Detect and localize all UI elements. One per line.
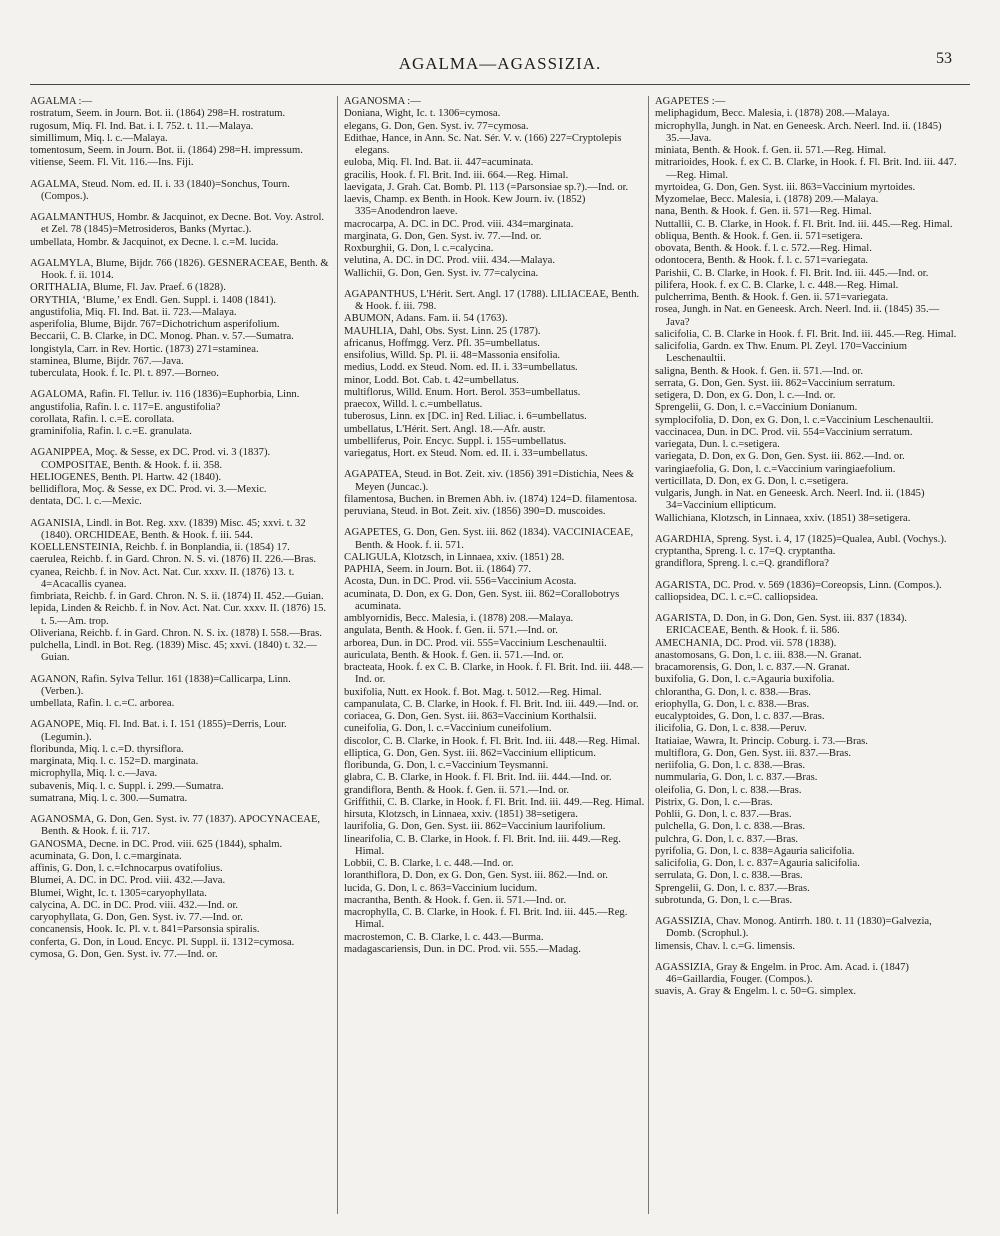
entry-line: macrantha, Benth. & Hook. f. Gen. ii. 571.—Ind. or.	[344, 894, 567, 906]
entry-line: ensifolius, Willd. Sp. Pl. ii. 48=Massonia ensifolia.	[344, 350, 561, 361]
page-header	[0, 50, 1000, 78]
entry-line: caerulea, Reichb. f. in Gard. Chron. N. S. vi. (1876) II. 226.—Bras.	[30, 554, 316, 566]
entry-line: multiflorus, Willd. Enum. Hort. Berol. 353=umbellatus.	[344, 386, 581, 398]
entry-line: serrata, G. Don, Gen. Syst. iii. 862=Vaccinium serratum.	[655, 377, 896, 389]
dictionary-entry	[655, 96, 957, 525]
entry-heading: AGARDHIA, Spreng. Syst. i. 4, 17 (1825)=Qualea, Aubl. (Vochys.).	[655, 533, 947, 545]
entry-heading: AGANOSMA :—	[344, 96, 421, 107]
entry-line: dentata, DC. l. c.—Mexic.	[30, 496, 142, 508]
entry-line: marginata, G. Don, Gen. Syst. iv. 77.—Ind. or.	[344, 230, 542, 242]
entry-line: Sprengelii, G. Don, l. c.=Vaccinium Donianum.	[655, 402, 858, 414]
entry-line: ORYTHIA, ‘Blume,’ ex Endl. Gen. Suppl. i. 1408 (1841).	[30, 294, 277, 306]
entry-line: elliptica, G. Don, Gen. Syst. iii. 862=Vaccinium ellipticum.	[344, 747, 596, 759]
entry-line: bellidiflora, Moç. & Sesse, ex DC. Prod. vi. 3.—Mexic.	[30, 484, 267, 495]
dictionary-entry	[30, 96, 332, 170]
entry-line: macrocarpa, A. DC. in DC. Prod. viii. 434=marginata.	[344, 218, 574, 230]
entry-line: subrotunda, G. Don, l. c.—Bras.	[655, 894, 793, 906]
entry-line: saligna, Benth. & Hook. f. Gen. ii. 571.—Ind. or.	[655, 365, 864, 377]
entry-heading: AGANIPPEA, Moç. & Sesse, ex DC. Prod. vi. 3 (1837). COMPOSITAE, Benth. & Hook. f. ii. 358.	[30, 447, 271, 471]
entry-line: salicifolia, Gardn. ex Thw. Enum. Pl. Zeyl. 170=Vaccinium Leschenaultii.	[655, 341, 907, 365]
entry-line: floribunda, Miq. l. c.=D. thyrsiflora.	[30, 743, 184, 755]
entry-line: umbellatus, L'Hérit. Sert. Angl. 18.—Afr. austr.	[344, 423, 546, 435]
entry-line: AMECHANIA, DC. Prod. vii. 578 (1838).	[655, 637, 837, 649]
entry-line: angustifolia, Rafin. l. c. 117=E. angustifolia?	[30, 401, 221, 413]
entry-line: Nuttallii, C. B. Clarke, in Hook. f. Fl. Brit. Ind. iii. 445.—Reg. Himal.	[655, 218, 953, 230]
entry-line: Acosta, Dun. in DC. Prod. vii. 556=Vaccinium Acosta.	[344, 576, 577, 588]
entry-line: mitrarioides, Hook. f. ex C. B. Clarke, in Hook. f. Fl. Brit. Ind. iii. 447.—Reg. Himal.	[655, 157, 957, 181]
entry-line: Itatiaiae, Wawra, It. Princip. Coburg. i. 73.—Bras.	[655, 735, 868, 747]
entry-line: microphylla, Miq. l. c.—Java.	[30, 768, 158, 780]
entry-heading: AGASSIZIA, Chav. Monog. Antirrh. 180. t. 11 (1830)=Galvezia, Domb. (Scrophul.).	[655, 916, 932, 940]
entry-line: Griffithii, C. B. Clarke, in Hook. f. Fl. Brit. Ind. iii. 449.—Reg. Himal.	[344, 796, 645, 808]
entry-line: cryptantha, Spreng. l. c. 17=Q. cryptantha.	[655, 546, 836, 557]
entry-line: Blumei, A. DC. in DC. Prod. viii. 432.—Java.	[30, 875, 226, 887]
entry-line: rosea, Jungh. in Nat. en Geneesk. Arch. Neerl. Ind. ii. (1845) 35.—Java?	[655, 304, 940, 328]
entry-line: madagascariensis, Dun. in DC. Prod. vii. 555.—Madag.	[344, 943, 581, 955]
entry-line: obliqua, Benth. & Hook. f. Gen. ii. 571=setigera.	[655, 230, 863, 242]
header-rule	[30, 84, 970, 85]
entry-line: laevis, Champ. ex Benth. in Hook. Kew Journ. iv. (1852) 335=Anodendron laeve.	[344, 194, 586, 218]
entry-line: acuminata, D. Don, ex G. Don, Gen. Syst. iii. 862=Corallobotrys acuminata.	[344, 588, 620, 612]
dictionary-entry	[344, 469, 646, 518]
running-title: AGALMA—AGASSIZIA.	[398, 54, 602, 73]
entry-line: calliopsidea, DC. l. c.=C. calliopsidea.	[655, 591, 819, 603]
entry-line: pulcherrima, Benth. & Hook. f. Gen. ii. 571=variegata.	[655, 292, 889, 303]
entry-line: grandiflora, Benth. & Hook. f. Gen. ii. 571.—Ind. or.	[344, 784, 570, 796]
column-2	[344, 96, 646, 965]
entry-line: corollata, Rafin. l. c.=E. corollata.	[30, 413, 175, 425]
entry-line: limensis, Chav. l. c.=G. limensis.	[655, 940, 796, 952]
dictionary-entry	[30, 389, 332, 438]
entry-line: obovata, Benth. & Hook. f. l. c. 572.—Reg. Himal.	[655, 243, 872, 254]
entry-line: simillimum, Miq. l. c.—Malaya.	[30, 132, 168, 144]
entry-line: pulchella, G. Don, l. c. 838.—Bras.	[655, 821, 806, 833]
entry-line: GANOSMA, Decne. in DC. Prod. viii. 625 (1844), sphalm.	[30, 838, 283, 850]
entry-line: odontocera, Benth. & Hook. f. l. c. 571=variegata.	[655, 255, 869, 267]
entry-line: bracamorensis, G. Don, l. c. 837.—N. Granat.	[655, 662, 850, 673]
entry-line: acuminata, G. Don, l. c.=marginata.	[30, 850, 182, 862]
entry-line: pulchella, Lindl. in Bot. Reg. (1839) Misc. 45; xxvi. (1840) t. 32.—Guian.	[30, 640, 317, 664]
entry-line: fimbriata, Reichb. f. in Gard. Chron. N. S. ii. (1874) II. 452.—Guian.	[30, 591, 324, 602]
dictionary-entry	[30, 179, 332, 204]
entry-line: neriifolia, G. Don, l. c. 838.—Bras.	[655, 760, 806, 771]
entry-line: africanus, Hoffmgg. Verz. Pfl. 35=umbellatus.	[344, 337, 540, 349]
entry-heading: AGANON, Rafin. Sylva Tellur. 161 (1838)=Callicarpa, Linn. (Verben.).	[30, 673, 291, 697]
entry-line: Pohlii, G. Don, l. c. 837.—Bras.	[655, 809, 792, 820]
entry-line: umbellata, Hombr. & Jacquinot, ex Decne. l. c.=M. lucida.	[30, 236, 279, 248]
entry-line: umbellata, Rafin. l. c.=C. arborea.	[30, 698, 175, 709]
entry-line: peruviana, Steud. in Bot. Zeit. xiv. (1856) 390=D. muscoides.	[344, 506, 606, 517]
entry-line: verticillata, D. Don, ex G. Don, l. c.=setigera.	[655, 475, 849, 487]
entry-line: affinis, G. Don, l. c.=Ichnocarpus ovatifolius.	[30, 863, 223, 874]
entry-line: rostratum, Seem. in Journ. Bot. ii. (1864) 298=H. rostratum.	[30, 108, 286, 120]
entry-line: buxifolia, Nutt. ex Hook. f. Bot. Mag. t. 5012.—Reg. Himal.	[344, 686, 602, 698]
entry-line: vaccinacea, Dun. in DC. Prod. vii. 554=Vaccinium serratum.	[655, 426, 913, 438]
entry-line: tuberosus, Linn. ex [DC. in] Red. Liliac. i. 6=umbellatus.	[344, 411, 587, 423]
entry-line: oleifolia, G. Don, l. c. 838.—Bras.	[655, 784, 802, 796]
entry-line: Sprengelii, G. Don, l. c. 837.—Bras.	[655, 882, 810, 894]
entry-heading: AGAPANTHUS, L'Hérit. Sert. Angl. 17 (1788). LILIACEAE, Benth. & Hook. f. iii. 798.	[344, 288, 640, 312]
entry-line: longistyla, Carr. in Rev. Hortic. (1873) 271=staminea.	[30, 343, 259, 355]
entry-line: vitiense, Seem. Fl. Vit. 116.—Ins. Fiji.	[30, 157, 194, 169]
entry-line: symplocifolia, D. Don, ex G. Don, l. c.=Vaccinium Leschenaultii.	[655, 414, 934, 426]
entry-line: ORITHALIA, Blume, Fl. Jav. Praef. 6 (1828).	[30, 282, 226, 294]
entry-line: KOELLENSTEINIA, Reichb. f. in Bonplandia, ii. (1854) 17.	[30, 542, 290, 553]
entry-line: rugosum, Miq. Fl. Ind. Bat. i. I. 752. t. 11.—Malaya.	[30, 120, 254, 132]
entry-line: salicifolia, G. Don, l. c. 837=Agauria salicifolia.	[655, 858, 860, 869]
entry-line: CALIGULA, Klotzsch, in Linnaea, xxiv. (1851) 28.	[344, 551, 565, 563]
dictionary-entry	[344, 527, 646, 956]
entry-line: PAPHIA, Seem. in Journ. Bot. ii. (1864) 77.	[344, 564, 532, 575]
entry-line: grandiflora, Spreng. l. c.=Q. grandiflora?	[655, 558, 829, 570]
entry-heading: AGASSIZIA, Gray & Engelm. in Proc. Am. Acad. i. (1847) 46=Gaillardia, Fouger. (Compos.).	[655, 961, 909, 985]
entry-line: Pistrix, G. Don, l. c.—Bras.	[655, 796, 773, 808]
entry-line: chlorantha, G. Don, l. c. 838.—Bras.	[655, 686, 811, 698]
entry-line: Myzomelae, Becc. Malesia, i. (1878) 209.—Malaya.	[655, 194, 879, 205]
entry-line: asperifolia, Blume, Bijdr. 767=Dichotrichum asperifolium.	[30, 319, 280, 330]
entry-heading: AGALMA, Steud. Nom. ed. II. i. 33 (1840)=Sonchus, Tourn. (Compos.).	[30, 178, 290, 202]
entry-line: umbelliferus, Poir. Encyc. Suppl. i. 155=umbellatus.	[344, 435, 567, 447]
entry-line: ABUMON, Adans. Fam. ii. 54 (1763).	[344, 313, 508, 325]
entry-line: meliphagidum, Becc. Malesia, i. (1878) 208.—Malaya.	[655, 108, 890, 120]
entry-line: concanensis, Hook. Ic. Pl. v. t. 841=Parsonsia spiralis.	[30, 924, 260, 936]
dictionary-entry	[30, 212, 332, 249]
dictionary-entry	[30, 258, 332, 381]
entry-heading: AGANOSMA, G. Don, Gen. Syst. iv. 77 (1837). APOCYNACEAE, Benth. & Hook. f. ii. 717.	[30, 814, 321, 838]
column-3	[655, 96, 957, 1008]
entry-line: velutina, A. DC. in DC. Prod. viii. 434.—Malaya.	[344, 255, 555, 267]
page-number: 53	[936, 50, 952, 67]
entry-line: eucalyptoides, G. Don, l. c. 837.—Bras.	[655, 711, 825, 722]
dictionary-entry	[30, 674, 332, 711]
entry-line: Lobbii, C. B. Clarke, l. c. 448.—Ind. or.	[344, 858, 514, 869]
entry-heading: AGAPETES :—	[655, 96, 726, 107]
column-1	[30, 96, 332, 970]
entry-line: varingiaefolia, G. Don, l. c.=Vaccinium varingiaefolium.	[655, 463, 896, 475]
entry-line: salicifolia, C. B. Clarke in Hook. f. Fl. Brit. Ind. iii. 445.—Reg. Himal.	[655, 328, 957, 340]
entry-line: glabra, C. B. Clarke, in Hook. f. Fl. Brit. Ind. iii. 444.—Ind. or.	[344, 772, 612, 784]
entry-line: auriculata, Benth. & Hook. f. Gen. ii. 571.—Ind. or.	[344, 649, 564, 661]
entry-line: sumatrana, Miq. l. c. 300.—Sumatra.	[30, 792, 188, 804]
dictionary-entry	[655, 962, 957, 999]
entry-line: loranthiflora, D. Don, ex G. Don, Gen. Syst. iii. 862.—Ind. or.	[344, 870, 608, 882]
entry-line: pilifera, Hook. f. ex C. B. Clarke, l. c. 448.—Reg. Himal.	[655, 279, 899, 291]
entry-line: Edithae, Hance, in Ann. Sc. Nat. Sér. V. v. (166) 227=Cryptolepis elegans.	[344, 132, 622, 156]
entry-heading: AGALMANTHUS, Hombr. & Jacquinot, ex Decne. Bot. Voy. Astrol. et Zel. 78 (1845)=Metrosideros, Banks (Myrtac.).	[30, 212, 325, 236]
entry-line: tuberculata, Hook. f. Ic. Pl. t. 897.—Borneo.	[30, 368, 219, 379]
entry-line: variegatus, Hort. ex Steud. Nom. ed. II. i. 33=umbellatus.	[344, 448, 588, 459]
entry-heading: AGANISIA, Lindl. in Bot. Reg. xxv. (1839) Misc. 45; xxvi. t. 32 (1840). ORCHIDEAE, Benth. & Hook. f. iii. 544.	[30, 517, 306, 541]
entry-line: euloba, Miq. Fl. Ind. Bat. ii. 447=acuminata.	[344, 157, 534, 169]
dictionary-entry	[655, 916, 957, 953]
entry-line: linearifolia, C. B. Clarke, in Hook. f. Fl. Brit. Ind. iii. 449.—Reg. Himal.	[344, 833, 621, 857]
column-divider	[648, 96, 649, 1214]
dictionary-entry	[30, 719, 332, 805]
entry-line: angulata, Benth. & Hook. f. Gen. ii. 571.—Ind. or.	[344, 625, 558, 637]
entry-line: anastomosans, G. Don, l. c. iii. 838.—N. Granat.	[655, 649, 862, 661]
entry-line: staminea, Blume, Bijdr. 767.—Java.	[30, 355, 184, 367]
entry-line: variegata, D. Don, ex G. Don, Gen. Syst. iii. 862.—Ind. or.	[655, 451, 905, 463]
entry-line: HELIOGENES, Benth. Pl. Hartw. 42 (1840).	[30, 471, 222, 483]
entry-line: nummularia, G. Don, l. c. 837.—Bras.	[655, 772, 818, 784]
entry-heading: AGARISTA, DC. Prod. v. 569 (1836)=Coreopsis, Linn. (Compos.).	[655, 579, 942, 591]
entry-line: variegata, Dun. l. c.=setigera.	[655, 439, 780, 450]
entry-line: laevigata, J. Grah. Cat. Bomb. Pl. 113 (=Parsonsiae sp.?).—Ind. or.	[344, 181, 629, 193]
dictionary-entry	[30, 814, 332, 961]
entry-line: setigera, D. Don, ex G. Don, l. c.—Ind. or.	[655, 390, 836, 401]
entry-line: Blumei, Wight, Ic. t. 1305=caryophyllata.	[30, 887, 207, 899]
entry-line: bracteata, Hook. f. ex C. B. Clarke, in Hook. f. Fl. Brit. Ind. iii. 448.—Ind. or.	[344, 662, 644, 686]
dictionary-entry	[344, 96, 646, 280]
entry-line: hirsuta, Klotzsch, in Linnaea, xxiv. (1851) 38=setigera.	[344, 809, 578, 820]
entry-line: campanulata, C. B. Clarke, in Hook. f. Fl. Brit. Ind. iii. 449.—Ind. or.	[344, 698, 639, 710]
entry-line: discolor, C. B. Clarke, in Hook. f. Fl. Brit. Ind. iii. 448.—Reg. Himal.	[344, 735, 640, 747]
entry-line: Oliveriana, Reichb. f. in Gard. Chron. N. S. ix. (1878) I. 558.—Bras.	[30, 627, 322, 639]
entry-line: graminifolia, Rafin. l. c.=E. granulata.	[30, 426, 192, 437]
entry-line: buxifolia, G. Don, l. c.=Agauria buxifolia.	[655, 674, 835, 686]
entry-line: eriophylla, G. Don, l. c. 838.—Bras.	[655, 698, 810, 710]
entry-heading: AGANOPE, Miq. Fl. Ind. Bat. i. I. 151 (1855)=Derris, Lour. (Legumin.).	[30, 719, 287, 743]
entry-line: macrostemon, C. B. Clarke, l. c. 443.—Burma.	[344, 931, 544, 943]
entry-heading: AGARISTA, D. Don, in G. Don, Gen. Syst. iii. 837 (1834). ERICACEAE, Benth. & Hook. f. ii. 586.	[655, 613, 907, 637]
entry-line: Roxburghii, G. Don, l. c.=calycina.	[344, 243, 494, 254]
entry-line: arborea, Dun. in DC. Prod. vii. 555=Vaccinium Leschenaultii.	[344, 637, 607, 649]
entry-line: suavis, A. Gray & Engelm. l. c. 50=G. simplex.	[655, 986, 857, 998]
entry-line: filamentosa, Buchen. in Bremen Abh. iv. (1874) 124=D. filamentosa.	[344, 493, 638, 505]
dictionary-entry	[30, 447, 332, 508]
entry-line: Beccarii, C. B. Clarke, in DC. Monog. Phan. v. 57.—Sumatra.	[30, 331, 294, 343]
entry-line: conferta, G. Don, in Loud. Encyc. Pl. Suppl. ii. 1312=cymosa.	[30, 936, 295, 948]
entry-heading: AGALMYLA, Blume, Bijdr. 766 (1826). GESNERACEAE, Benth. & Hook. f. ii. 1014.	[30, 257, 329, 281]
entry-line: caryophyllata, G. Don, Gen. Syst. iv. 77.—Ind. or.	[30, 912, 243, 923]
entry-heading: AGALOMA, Rafin. Fl. Tellur. iv. 116 (1836)=Euphorbia, Linn.	[30, 389, 300, 401]
entry-line: calycina, A. DC. in DC. Prod. viii. 432.—Ind. or.	[30, 899, 239, 911]
entry-line: subavenis, Miq. l. c. Suppl. i. 299.—Sumatra.	[30, 780, 224, 792]
entry-line: cymosa, G. Don, Gen. Syst. iv. 77.—Ind. or.	[30, 948, 218, 960]
entry-line: minor, Lodd. Bot. Cab. t. 42=umbellatus.	[344, 374, 519, 386]
entry-line: pulchra, G. Don, l. c. 837.—Bras.	[655, 833, 798, 845]
dictionary-entry	[655, 580, 957, 605]
column-divider	[337, 96, 338, 1214]
entry-line: miniata, Benth. & Hook. f. Gen. ii. 571.—Reg. Himal.	[655, 145, 886, 156]
entry-line: Doniana, Wight, Ic. t. 1306=cymosa.	[344, 108, 501, 120]
entry-heading: AGAPETES, G. Don, Gen. Syst. iii. 862 (1834). VACCINIACEAE, Benth. & Hook. f. ii. 571.	[344, 527, 634, 551]
entry-line: elegans, G. Don, Gen. Syst. iv. 77=cymosa.	[344, 120, 529, 132]
entry-line: lepida, Linden & Reichb. f. in Nov. Act. Nat. Cur. xxxv. II. (1876) 15. t. 5.—Am. trop.	[30, 603, 327, 627]
entry-heading: AGAPATEA, Steud. in Bot. Zeit. xiv. (1856) 391=Distichia, Nees & Meyen (Juncac.).	[344, 469, 635, 493]
entry-line: Parishii, C. B. Clarke, in Hook. f. Fl. Brit. Ind. iii. 445.—Ind. or.	[655, 267, 929, 279]
entry-line: angustifolia, Miq. Fl. Ind. Bat. ii. 723.—Malaya.	[30, 306, 237, 318]
entry-line: ilicifolia, G. Don, l. c. 838.—Peruv.	[655, 723, 807, 735]
dictionary-entry	[344, 289, 646, 461]
entry-line: lucida, G. Don, l. c. 863=Vaccinium lucidum.	[344, 882, 538, 894]
entry-line: serrulata, G. Don, l. c. 838.—Bras.	[655, 870, 803, 882]
entry-line: cyanea, Reichb. f. in Nov. Act. Nat. Cur. xxxv. II. (1876) 13. t. 4=Acacallis cyanea.	[30, 566, 295, 590]
entry-line: MAUHLIA, Dahl, Obs. Syst. Linn. 25 (1787).	[344, 325, 541, 337]
entry-line: pyrifolia, G. Don, l. c. 838=Agauria salicifolia.	[655, 845, 855, 857]
entry-line: coriacea, G. Don, Gen. Syst. iii. 863=Vaccinium Korthalsii.	[344, 711, 597, 722]
entry-line: gracilis, Hook. f. Fl. Brit. Ind. iii. 664.—Reg. Himal.	[344, 169, 569, 181]
entry-heading: AGALMA :—	[30, 96, 93, 107]
entry-line: tomentosum, Seem. in Journ. Bot. ii. (1864) 298=H. impressum.	[30, 145, 303, 156]
entry-line: medius, Lodd. ex Steud. Nom. ed. II. i. 33=umbellatus.	[344, 362, 578, 374]
entry-line: nana, Benth. & Hook. f. Gen. ii. 571—Reg. Himal.	[655, 206, 872, 218]
dictionary-entry	[30, 518, 332, 665]
entry-line: amblyornidis, Becc. Malesia, i. (1878) 208.—Malaya.	[344, 613, 574, 624]
entry-line: praecox, Willd. l. c.=umbellatus.	[344, 399, 483, 410]
dictionary-entry	[655, 534, 957, 571]
entry-line: macrophylla, C. B. Clarke, in Hook. f. Fl. Brit. Ind. iii. 445.—Reg. Himal.	[344, 907, 628, 931]
entry-line: Wallichiana, Klotzsch, in Linnaea, xxiv. (1851) 38=setigera.	[655, 512, 911, 524]
entry-line: microphylla, Jungh. in Nat. en Geneesk. Arch. Neerl. Ind. ii. (1845) 35.—Java.	[655, 120, 942, 144]
entry-line: Wallichii, G. Don, Gen. Syst. iv. 77=calycina.	[344, 267, 539, 279]
entry-line: cuneifolia, G. Don, l. c.=Vaccinium cuneifolium.	[344, 723, 552, 735]
entry-line: vulgaris, Jungh. in Nat. en Geneesk. Arch. Neerl. Ind. ii. (1845) 34=Vaccinium ellipticum.	[655, 488, 925, 512]
entry-line: multiflora, G. Don, Gen. Syst. iii. 837.—Bras.	[655, 747, 851, 759]
entry-line: marginata, Miq. l. c. 152=D. marginata.	[30, 756, 199, 767]
entry-line: laurifolia, G. Don, Gen. Syst. iii. 862=Vaccinium laurifolium.	[344, 821, 606, 833]
dictionary-entry	[655, 613, 957, 907]
entry-line: myrtoidea, G. Don, Gen. Syst. iii. 863=Vaccinium myrtoides.	[655, 181, 916, 193]
entry-line: floribunda, G. Don, l. c.=Vaccinium Teysmanni.	[344, 760, 549, 771]
